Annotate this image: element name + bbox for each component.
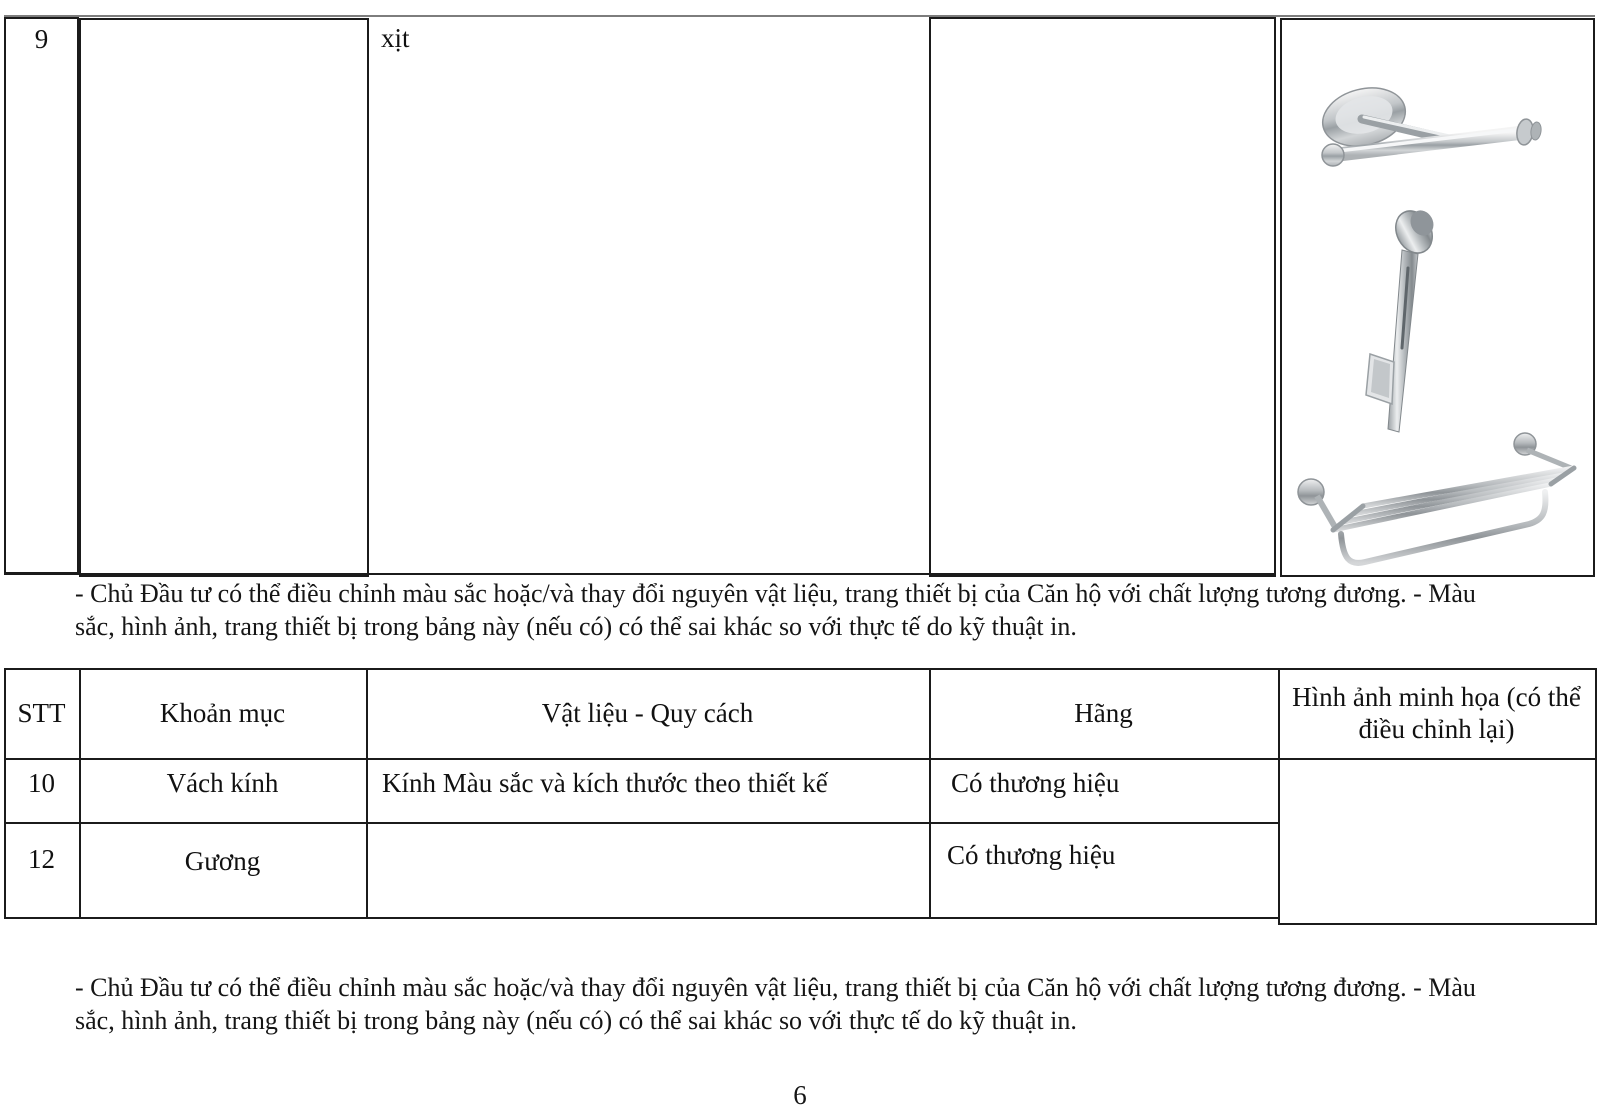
row12-stt: 12: [28, 844, 55, 874]
header-image-label: Hình ảnh minh họa (có thể điều chỉnh lại): [1292, 682, 1581, 744]
cell-illustrations: [1280, 18, 1595, 577]
header-stt: STT: [17, 698, 66, 728]
row9-material-fragment: xịt: [381, 23, 410, 53]
page-break-line: [4, 15, 1595, 17]
row12-item: Gương: [184, 846, 261, 876]
header-material: Vật liệu - Quy cách: [541, 698, 754, 728]
toilet-paper-holder-image: [1304, 85, 1556, 181]
spec-table-right-border: [1595, 668, 1597, 925]
page-number: 6: [793, 1080, 807, 1110]
row10-stt: 10: [28, 768, 55, 798]
bidet-sprayer-image: [1352, 206, 1462, 438]
row10-brand: Có thương hiệu: [951, 768, 1120, 798]
spec-table-imagecol-bottom-border: [1278, 923, 1597, 925]
disclaimer-paragraph-1: - Chủ Đầu tư có thể điều chỉnh màu sắc hoặc/và thay đổi nguyên vật liệu, trang thiết bị của Căn hộ với chất lượng tương đương. - Màu sắc, hình ảnh, trang thiết bị trong bảng này (nếu có) có thể sai khác so với thực tế do kỹ thuật in.: [75, 579, 1476, 641]
row12-brand: Có thương hiệu: [947, 840, 1116, 870]
towel-rack-image: [1289, 428, 1591, 578]
cell-empty-item: [79, 18, 369, 577]
disclaimer-paragraph-2: - Chủ Đầu tư có thể điều chỉnh màu sắc hoặc/và thay đổi nguyên vật liệu, trang thiết bị của Căn hộ với chất lượng tương đương. - Màu sắc, hình ảnh, trang thiết bị trong bảng này (nếu có) có thể sai khác so với thực tế do kỹ thuật in.: [75, 973, 1476, 1035]
row9-stt: 9: [34, 24, 49, 54]
cell-stt-9: [4, 17, 79, 574]
spec-table-bottom-border: [4, 917, 1280, 919]
spec-table: [4, 668, 1597, 925]
rows-image-cell-empty: [1278, 758, 1595, 923]
header-brand: Hãng: [1074, 698, 1133, 728]
header-item: Khoản mục: [159, 698, 286, 728]
row10-material: Kính Màu sắc và kích thước theo thiết kế: [382, 768, 828, 798]
cell-empty-brand: [929, 17, 1276, 577]
row12-material: [366, 822, 929, 917]
header-image: [1278, 668, 1595, 758]
row10-item: Vách kính: [166, 768, 279, 798]
